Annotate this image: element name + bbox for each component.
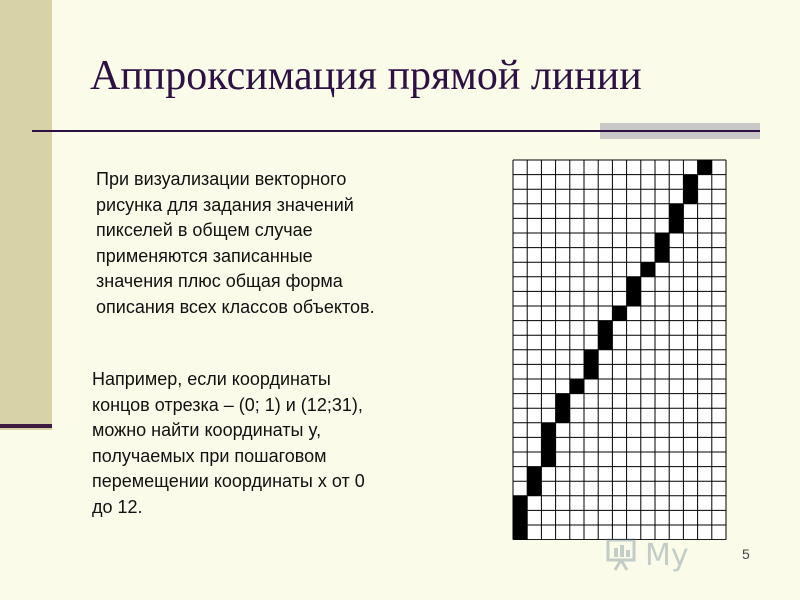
filled-pixel: [627, 277, 641, 292]
pixel-grid: [508, 158, 730, 540]
presentation-board-icon: [605, 536, 639, 572]
filled-pixel: [527, 481, 541, 496]
filled-pixel: [541, 423, 555, 438]
filled-pixel: [655, 248, 669, 263]
left-accent-band: [0, 0, 52, 430]
filled-pixel: [683, 175, 697, 190]
filled-pixel: [698, 160, 712, 175]
filled-pixel: [513, 496, 527, 511]
filled-pixel: [641, 262, 655, 277]
watermark-text: My: [645, 538, 689, 573]
slide-title: Аппроксимация прямой линии: [90, 53, 642, 99]
filled-pixel: [584, 350, 598, 365]
filled-pixel: [541, 437, 555, 452]
title-underline-block: [600, 123, 760, 139]
paragraph-example: Например, если координаты концов отрезка – (0; 1) и (12;31), можно найти координаты y, получаемых при пошаговом перемещении координаты x от 0 до 12.: [92, 369, 365, 517]
filled-pixel: [570, 379, 584, 394]
filled-pixel: [683, 189, 697, 204]
filled-pixel: [612, 306, 626, 321]
filled-pixel: [513, 525, 527, 540]
title-underline: [32, 130, 600, 132]
filled-pixel: [527, 467, 541, 482]
filled-pixel: [627, 291, 641, 306]
filled-pixel: [541, 452, 555, 467]
filled-pixel: [556, 408, 570, 423]
filled-pixel: [598, 321, 612, 336]
paragraph-description: При визуализации векторного рисунка для задания значений пикселей в общем случае применяются записанные значения плюс общая форма описания всех классов объектов.: [96, 169, 375, 317]
filled-pixel: [669, 204, 683, 219]
filled-pixel: [556, 394, 570, 409]
left-accent-band-cap: [0, 424, 52, 428]
filled-pixel: [513, 510, 527, 525]
page-number: 5: [742, 546, 750, 562]
watermark: [605, 536, 755, 576]
filled-pixel: [598, 335, 612, 350]
filled-pixel: [584, 364, 598, 379]
filled-pixel: [655, 233, 669, 248]
filled-pixel: [669, 218, 683, 233]
